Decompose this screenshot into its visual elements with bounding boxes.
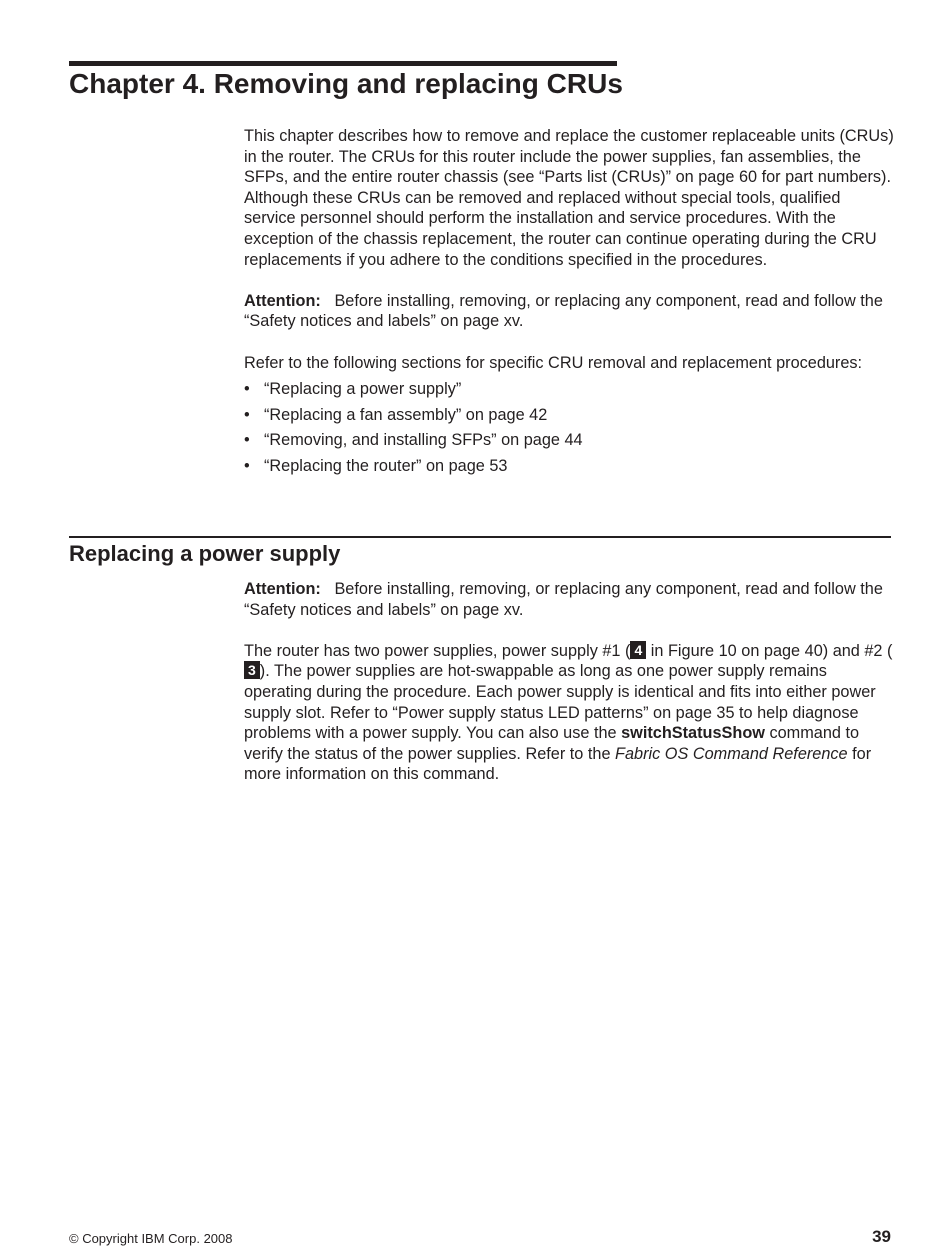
attention-notice [244, 291, 894, 332]
paragraph-text: ). The power supplies are hot-swappable as long as one power supply remains operating during the procedure. Each power supply is identical and fits into either power supply slot. Refer to “Power supply status LED patterns” on page 35 to help diagnose problems with a power supply. You can also use the [244, 662, 876, 743]
attention-text: Before installing, removing, or replacing any component, read and follow the “Safety notices and labels” on page xv. [244, 580, 883, 619]
list-item [244, 428, 894, 454]
refer-paragraph: Refer to the following sections for specific CRU removal and replacement procedures: [244, 353, 863, 372]
callout-badge-4: 4 [630, 641, 646, 659]
list-item [244, 377, 894, 403]
callout-badge-3: 3 [244, 661, 260, 679]
procedure-link[interactable]: “Replacing a fan assembly” on page 42 [264, 405, 548, 424]
reference-title: Fabric OS Command Reference [615, 744, 848, 763]
bullet-icon: • [244, 405, 250, 424]
attention-notice [244, 579, 894, 620]
list-item [244, 454, 894, 480]
attention-text: Before installing, removing, or replacing any component, read and follow the “Safety notices and labels” on page xv. [244, 291, 883, 331]
section-title-rule [69, 536, 891, 538]
page-number: 39 [872, 1227, 891, 1246]
paragraph-text: for more information on this command. [244, 744, 872, 784]
procedure-link[interactable]: “Replacing the router” on page 53 [264, 456, 508, 475]
attention-label: Attention: [244, 580, 321, 598]
paragraph-text: command to verify the status of the power supplies. Refer to the [244, 724, 860, 763]
procedure-link[interactable]: “Removing, and installing SFPs” on page 44 [264, 431, 583, 450]
list-item [244, 403, 894, 429]
chapter-title: Chapter 4. Removing and replacing CRUs [69, 68, 623, 99]
bullet-icon: • [244, 456, 250, 475]
bullet-icon: • [244, 431, 250, 450]
section-title: Replacing a power supply [69, 541, 341, 566]
command-name: switchStatusShow [621, 724, 765, 743]
footer-copyright: © Copyright IBM Corp. 2008 [69, 1231, 233, 1246]
procedure-link[interactable]: “Replacing a power supply” [264, 380, 462, 399]
paragraph-text: The router has two power supplies, power supply #1 ( [244, 641, 631, 660]
paragraph-text: in Figure 10 on page 40) and #2 ( [646, 641, 893, 660]
power-supply-paragraph [244, 641, 894, 785]
attention-label: Attention: [244, 291, 321, 310]
intro-paragraph: This chapter describes how to remove and replace the customer replaceable units (CRUs) in the router. The CRUs for this router include the power supplies, fan assemblies, the SFPs, and the entire router chassis (see “Parts list (CRUs)” on page 60 for part numbers). Although these CRUs can be removed and replaced without special tools, qualified service personnel should perform the installation and service procedures. With the exception of the chassis replacement, the router can continue operating during the CRU replacements if you adhere to the conditions specified in the procedures. [244, 127, 894, 269]
chapter-intro-block [244, 126, 894, 480]
procedure-link-list [244, 377, 894, 479]
bullet-icon: • [244, 380, 250, 399]
section-body [244, 579, 894, 806]
